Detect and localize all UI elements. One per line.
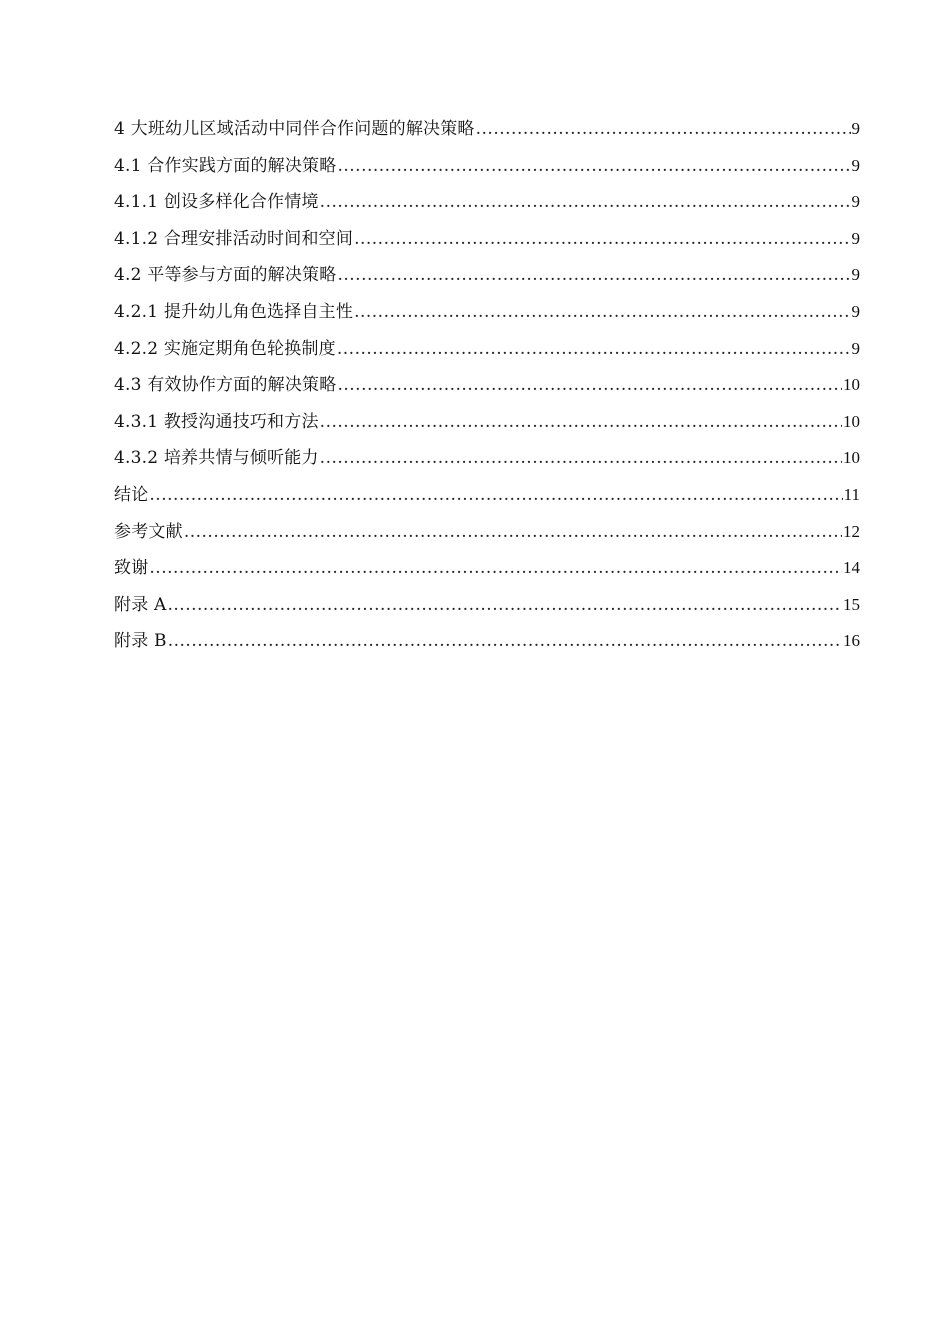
toc-entry-page: 10 <box>843 375 860 395</box>
toc-entry[interactable] <box>114 297 860 334</box>
toc-entry-page: 9 <box>851 338 860 358</box>
toc-dot-leader <box>354 302 850 322</box>
toc-entry-title: 致谢 <box>114 558 149 579</box>
toc-entry-title: 4.1.1 创设多样化合作情境 <box>114 192 319 213</box>
toc-entry-page: 9 <box>851 301 860 321</box>
toc-entry-page: 9 <box>851 119 860 138</box>
toc-entry-title: 4.3.1 教授沟通技巧和方法 <box>114 411 319 432</box>
toc-entry[interactable] <box>114 480 860 517</box>
toc-dot-leader <box>320 448 842 468</box>
toc-dot-leader <box>320 192 851 212</box>
toc-dot-leader <box>476 119 851 139</box>
toc-entry-page: 12 <box>843 521 860 541</box>
toc-entry-title: 4.2 平等参与方面的解决策略 <box>114 265 337 286</box>
toc-entry-title: 4.2.2 实施定期角色轮换制度 <box>114 338 336 359</box>
toc-entry-title: 结论 <box>114 484 149 505</box>
toc-dot-leader <box>167 595 842 615</box>
toc-dot-leader <box>168 631 842 651</box>
toc-entry[interactable] <box>114 443 860 480</box>
toc-dot-leader <box>337 375 842 395</box>
toc-dot-leader <box>337 265 850 285</box>
toc-entry-page: 9 <box>851 265 860 285</box>
toc-entry-page: 9 <box>851 192 860 212</box>
toc-entry-page: 15 <box>843 594 860 614</box>
toc-entry-title: 4.3 有效协作方面的解决策略 <box>114 375 337 396</box>
toc-dot-leader <box>149 558 842 578</box>
toc-entry-title: 4 大班幼儿区域活动中同伴合作问题的解决策略 <box>114 119 475 139</box>
toc-entry-page: 10 <box>843 411 860 431</box>
toc-entry[interactable] <box>114 626 860 663</box>
toc-dot-leader <box>320 412 842 432</box>
toc-dot-leader <box>149 485 842 505</box>
toc-dot-leader <box>354 229 850 249</box>
toc-entry[interactable] <box>114 370 860 407</box>
toc-dot-leader <box>337 156 850 176</box>
toc-entry-title: 4.3.2 培养共情与倾听能力 <box>114 448 319 469</box>
toc-entry-page: 16 <box>843 631 860 651</box>
toc-entry-page: 10 <box>843 448 860 468</box>
toc-entry-page: 9 <box>851 155 860 175</box>
toc-dot-leader <box>337 339 851 359</box>
toc-entry[interactable] <box>114 260 860 297</box>
toc-entry-title: 4.1 合作实践方面的解决策略 <box>114 155 337 176</box>
toc-entry-title: 附录 A <box>114 594 167 615</box>
toc-entry-title: 参考文献 <box>114 521 183 542</box>
toc-entry[interactable] <box>114 553 860 590</box>
toc-entry[interactable] <box>114 517 860 554</box>
toc-entry[interactable] <box>114 114 860 151</box>
toc-entry[interactable] <box>114 407 860 444</box>
toc-entry-page: 9 <box>851 228 860 248</box>
toc-entry-title: 4.2.1 提升幼儿角色选择自主性 <box>114 301 354 322</box>
toc-entry-page: 14 <box>843 558 860 578</box>
toc-entry[interactable] <box>114 334 860 371</box>
toc-dot-leader <box>184 522 842 542</box>
toc-entry-title: 附录 B <box>114 631 167 652</box>
toc-entry[interactable] <box>114 590 860 627</box>
toc-entry[interactable] <box>114 224 860 261</box>
toc-entry-title: 4.1.2 合理安排活动时间和空间 <box>114 228 354 249</box>
table-of-contents <box>114 114 860 663</box>
toc-entry[interactable] <box>114 187 860 224</box>
toc-entry[interactable] <box>114 151 860 188</box>
toc-entry-page: 11 <box>843 484 860 504</box>
